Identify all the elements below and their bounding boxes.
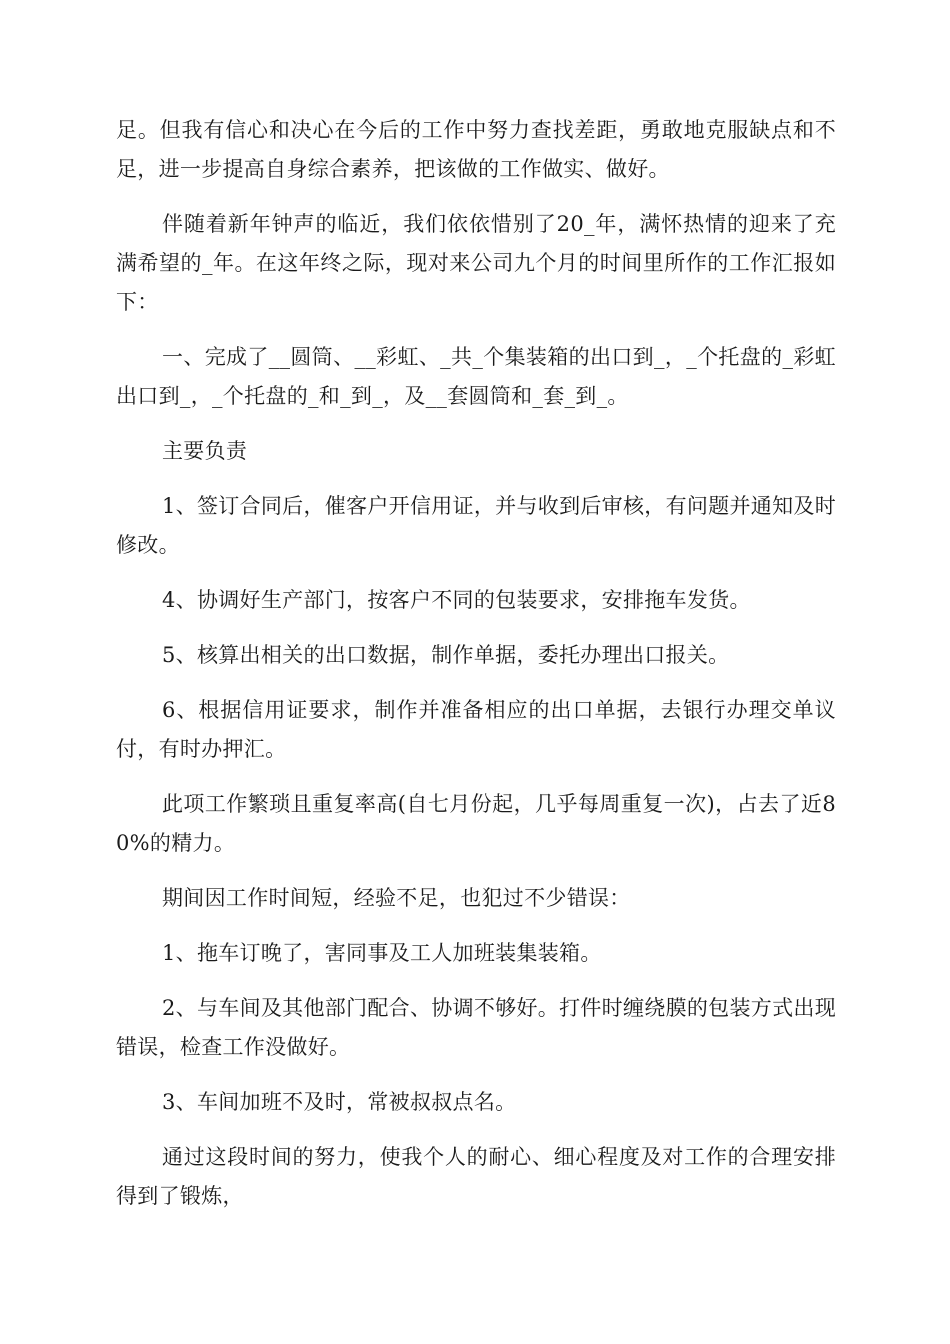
paragraph-duty-5: 5、核算出相关的出口数据，制作单据，委托办理出口报关。 [162, 643, 730, 667]
paragraph-mistakes-heading: 期间因工作时间短，经验不足，也犯过不少错误： [162, 886, 631, 910]
paragraph-mistake-2: 2、与车间及其他部门配合、协调不够好。打件时缠绕膜的包装方式出现错误，检查工作没做好。 [116, 996, 836, 1059]
paragraph-mistake-3: 3、车间加班不及时，常被叔叔点名。 [162, 1090, 517, 1114]
paragraph-workload-note: 此项工作繁琐且重复率高(自七月份起，几乎每周重复一次)，占去了近80%的精力。 [116, 792, 836, 855]
paragraph-main-duties-heading: 主要负责 [162, 439, 248, 463]
paragraph-mistake-1: 1、拖车订晚了，害同事及工人加班装集装箱。 [162, 941, 602, 965]
paragraph-completed-work: 一、完成了__圆筒、__彩虹、_共_个集装箱的出口到_，_个托盘的_彩虹出口到_，_个托盘的_和_到_，及__套圆筒和_套_到_。 [116, 345, 836, 408]
paragraph-conclusion: 通过这段时间的努力，使我个人的耐心、细心程度及对工作的合理安排得到了锻炼， [116, 1145, 836, 1208]
paragraph-duty-4: 4、协调好生产部门，按客户不同的包装要求，安排拖车发货。 [162, 588, 751, 612]
paragraph-duty-6: 6、根据信用证要求，制作并准备相应的出口单据，去银行办理交单议付，有时办押汇。 [116, 698, 836, 761]
paragraph-duty-1: 1、签订合同后，催客户开信用证，并与收到后审核，有问题并通知及时修改。 [116, 494, 836, 557]
paragraph-continuation: 足。但我有信心和决心在今后的工作中努力查找差距，勇敢地克服缺点和不足，进一步提高自身综合素养，把该做的工作做实、做好。 [116, 118, 836, 181]
document-body [116, 111, 836, 1232]
paragraph-intro: 伴随着新年钟声的临近，我们依依惜别了20_年，满怀热情的迎来了充满希望的_年。在这年终之际，现对来公司九个月的时间里所作的工作汇报如下： [116, 212, 836, 314]
